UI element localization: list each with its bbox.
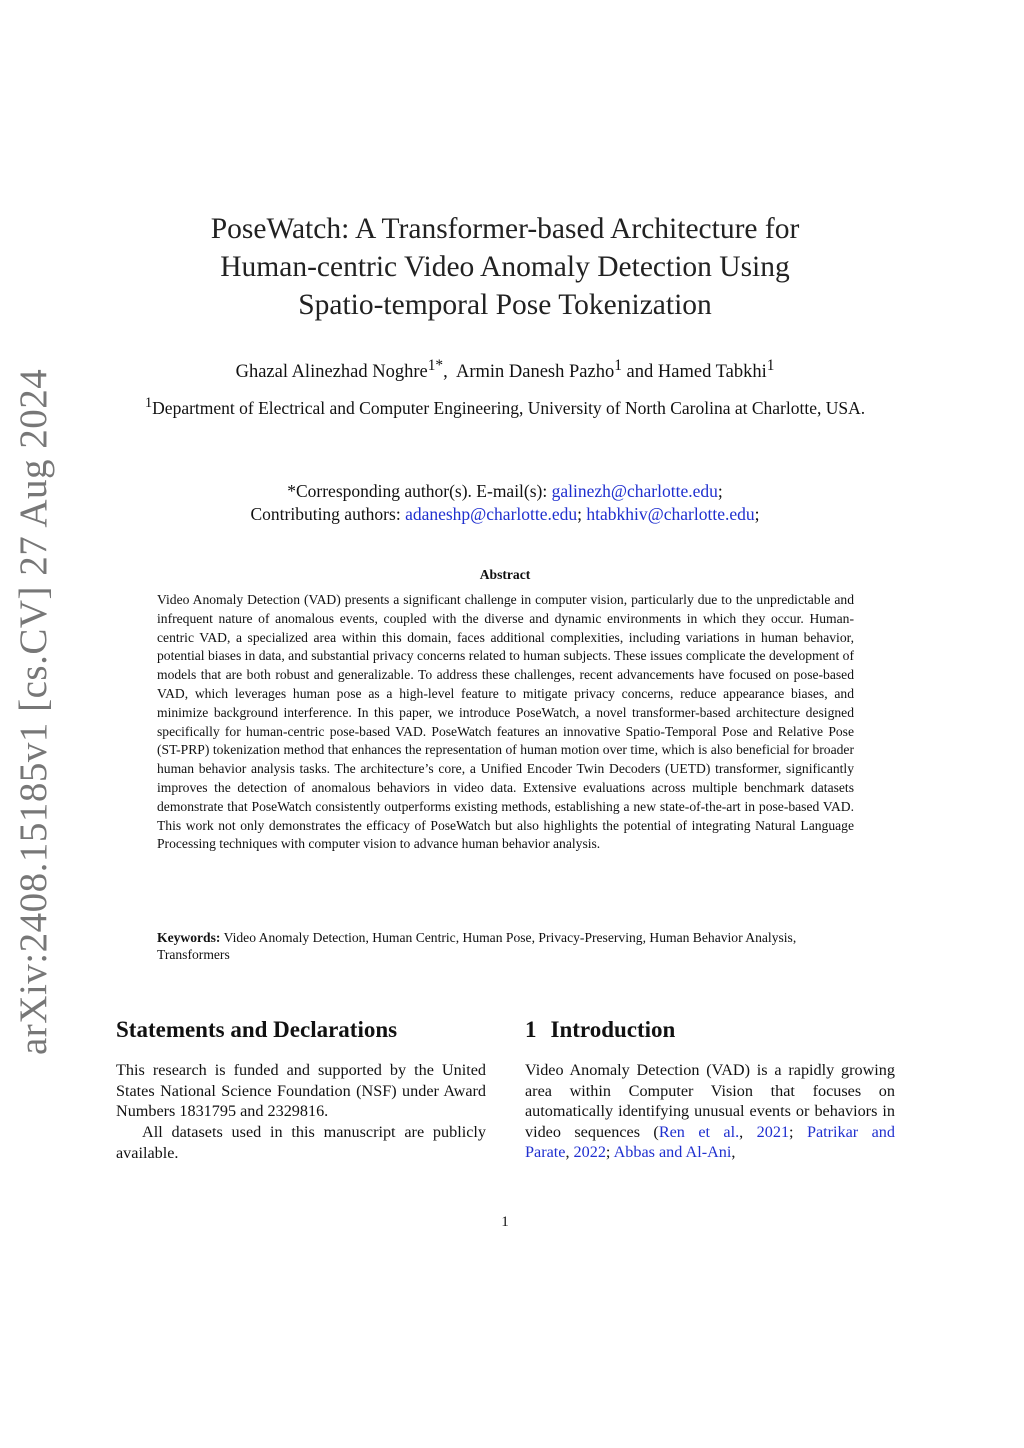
citation-link[interactable]: Ren et al. bbox=[658, 1122, 740, 1141]
citation-link[interactable]: Patrikar and Parate bbox=[525, 1122, 895, 1162]
section-title: Introduction bbox=[550, 1017, 676, 1042]
statements-paragraph: This research is funded and supported by the United States National Science Foundation (NSF) under Award Numbers 1831795 and 2329816. bbox=[116, 1061, 486, 1121]
contributing-email-link[interactable]: adaneshp@charlotte.edu bbox=[405, 504, 578, 524]
correspondence-line bbox=[150, 480, 860, 503]
section-heading-introduction bbox=[525, 1017, 675, 1043]
author-list bbox=[150, 354, 860, 384]
page-number: 1 bbox=[501, 1214, 509, 1230]
keywords-label: Keywords: bbox=[157, 930, 221, 945]
title-line: Human-centric Video Anomaly Detection Using bbox=[220, 251, 790, 283]
citation-year-link[interactable]: 2022 bbox=[573, 1143, 606, 1162]
statements-paragraph: All datasets used in this manuscript are publicly available. bbox=[116, 1123, 486, 1162]
abstract-heading: Abstract bbox=[479, 567, 531, 582]
affiliation-mark: 1 bbox=[144, 395, 153, 411]
contributing-line bbox=[150, 503, 860, 526]
citation-year-link[interactable]: 2021 bbox=[756, 1122, 790, 1141]
author-affiliation-mark: 1 bbox=[614, 357, 622, 374]
title-line: Spatio-temporal Pose Tokenization bbox=[298, 289, 712, 321]
section-heading-statements: Statements and Declarations bbox=[116, 1017, 398, 1042]
author-affiliation-mark: 1 bbox=[766, 357, 775, 374]
author-separator: , bbox=[443, 362, 456, 383]
punct: ; bbox=[789, 1122, 807, 1141]
author-separator: and bbox=[621, 362, 658, 383]
affiliation-text: Department of Electrical and Computer Engineering, University of North Carolina at Charlotte, USA. bbox=[152, 397, 866, 418]
corresponding-email-link[interactable]: galinezh@charlotte.edu bbox=[551, 481, 718, 501]
punct: ; bbox=[577, 504, 587, 524]
correspondence-block bbox=[150, 480, 860, 526]
keywords bbox=[157, 929, 854, 963]
author-name: Hamed Tabkhi bbox=[657, 362, 767, 383]
punct: ; bbox=[754, 504, 760, 524]
intro-text: Video Anomaly Detection (VAD) is a rapidly growing area within Computer Vision that focuses on automatically identifying unusual events or behaviors in video sequences ( bbox=[525, 1061, 895, 1141]
introduction-paragraph bbox=[525, 1060, 895, 1163]
punct: , bbox=[565, 1143, 574, 1162]
abstract-text: Video Anomaly Detection (VAD) presents a significant challenge in computer vision, particularly due to the unpredictable and infrequent nature of anomalous events, coupled with the diverse and dynamic environments in which they occur. Human-centric VAD, a specialized area within this domain, faces additional complexities, including variations in human behavior, potential biases in data, and substantial privacy concerns related to human subjects. These issues complicate the development of models that are both robust and generalizable. To address these challenges, recent advancements have focused on pose-based VAD, which leverages human pose as a high-level feature to mitigate privacy concerns, reduce appearance biases, and minimize background interference. In this paper, we introduce PoseWatch, a novel transformer-based architecture designed specifically for human-centric pose-based VAD. PoseWatch features an innovative Spatio-Temporal Pose and Relative Pose (ST-PRP) tokenization method that enhances the representation of human motion over time, which is also beneficial for broader human behavior analysis tasks. The architecture’s core, a Unified Encoder Twin Decoders (UETD) transformer, significantly improves the detection of anomalous behaviors in video data. Extensive evaluations across multiple benchmark datasets demonstrate that PoseWatch consistently outperforms existing methods, establishing a new state-of-the-art in pose-based VAD. This work not only demonstrates the efficacy of PoseWatch but also highlights the potential of integrating Natural Language Processing techniques with computer vision to advance human behavior analysis. bbox=[157, 592, 854, 852]
punct: , bbox=[739, 1122, 757, 1141]
author-name: Ghazal Alinezhad Noghre bbox=[235, 362, 428, 383]
citation-link[interactable]: Abbas and Al-Ani bbox=[613, 1143, 732, 1162]
paper-title bbox=[150, 210, 860, 324]
correspondence-prefix: *Corresponding author(s). E-mail(s): bbox=[287, 481, 552, 501]
contributing-prefix: Contributing authors: bbox=[250, 504, 406, 524]
punct: ; bbox=[717, 481, 723, 501]
title-line: PoseWatch: A Transformer-based Architecture for bbox=[210, 213, 800, 245]
author-affiliation-mark: 1* bbox=[427, 357, 444, 374]
punct: ; bbox=[605, 1143, 614, 1162]
affiliation bbox=[140, 392, 870, 420]
author-name: Armin Danesh Pazho bbox=[455, 362, 615, 383]
punct: , bbox=[731, 1143, 736, 1162]
arxiv-identifier: arXiv:2408.15185v1 [cs.CV] 27 Aug 2024 bbox=[12, 368, 55, 1055]
keywords-text: Video Anomaly Detection, Human Centric, Human Pose, Privacy-Preserving, Human Behavior Analysis, Transformers bbox=[157, 930, 797, 962]
section-number: 1 bbox=[525, 1017, 537, 1042]
contributing-email-link[interactable]: htabkhiv@charlotte.edu bbox=[586, 504, 755, 524]
